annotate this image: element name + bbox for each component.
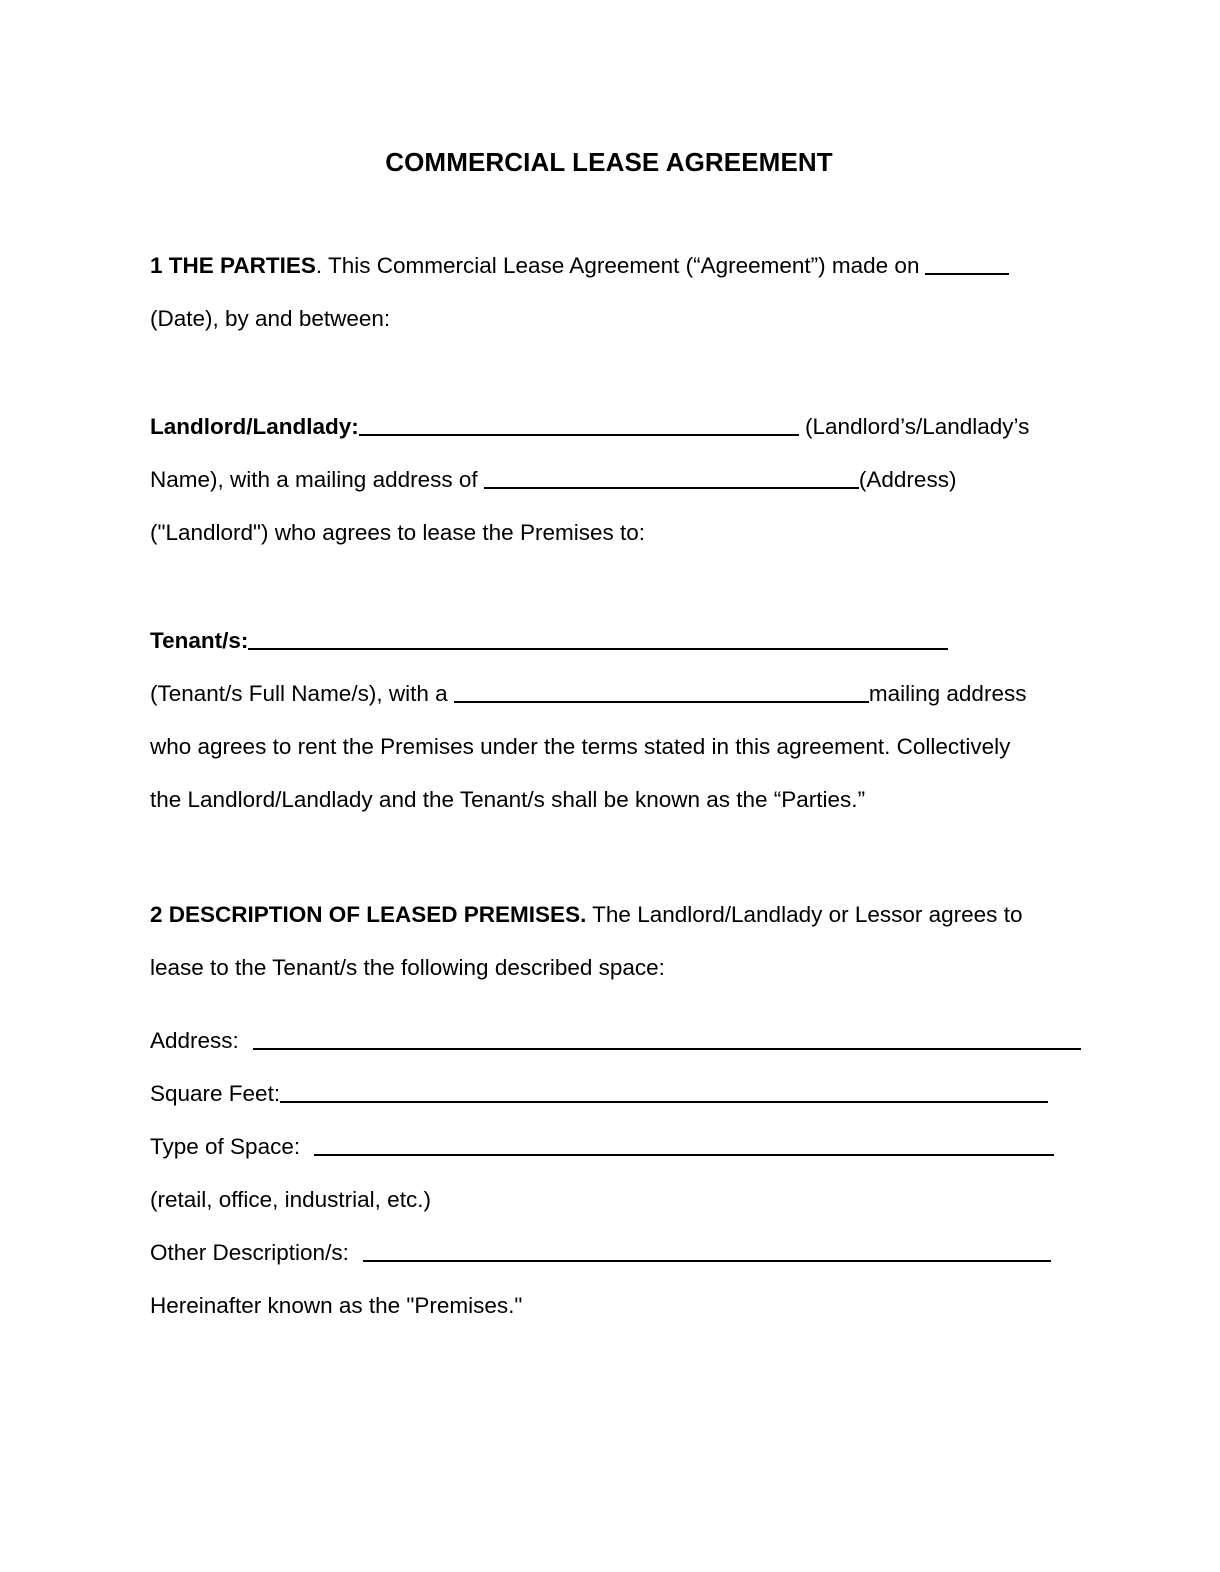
landlord-closing-line	[150, 506, 1068, 559]
address-field-label: Address:	[150, 1027, 246, 1053]
parties-definition-text: the Landlord/Landlady and the Tenant/s shall be known as the “Parties.”	[150, 786, 866, 812]
landlord-label: Landlord/Landlady:	[150, 413, 359, 439]
field-row-square-feet	[150, 1067, 1068, 1120]
spacer-before-landlord	[150, 345, 1068, 400]
type-of-space-field-label: Type of Space:	[150, 1133, 307, 1159]
section-2-heading: 2 DESCRIPTION OF LEASED PREMISES.	[150, 901, 587, 927]
spacer-before-tenant	[150, 559, 1068, 614]
section-2-intro-text: The Landlord/Landlady or Lessor agrees to	[586, 901, 1023, 927]
type-of-space-hint	[150, 1173, 1068, 1226]
landlord-address-note: (Address)	[858, 466, 957, 492]
spacer-before-fields	[150, 994, 1068, 1014]
section-2-intro-text-2: lease to the Tenant/s the following described space:	[150, 954, 665, 980]
tenant-address-line	[150, 667, 1068, 720]
landlord-line	[150, 400, 1068, 453]
tenant-name-blank-field[interactable]	[248, 630, 948, 650]
other-description-input-field[interactable]	[363, 1242, 1051, 1262]
premises-closing-line	[150, 1279, 1068, 1332]
type-of-space-hint-text: (retail, office, industrial, etc.)	[150, 1186, 431, 1212]
parties-definition-line	[150, 773, 1068, 826]
field-row-address	[150, 1014, 1068, 1067]
date-line-label: (Date), by and between:	[150, 305, 391, 331]
tenant-name-note: (Tenant/s Full Name/s), with a	[150, 680, 448, 706]
page-title: COMMERCIAL LEASE AGREEMENT	[385, 147, 833, 177]
address-input-field[interactable]	[253, 1030, 1081, 1050]
tenant-terms-line	[150, 720, 1068, 773]
tenant-label: Tenant/s:	[150, 627, 249, 653]
spacer-before-section-2	[150, 826, 1068, 888]
field-row-other-description	[150, 1226, 1068, 1279]
type-of-space-input-field[interactable]	[314, 1136, 1054, 1156]
landlord-name-note: (Landlord’s/Landlady’s	[805, 413, 1030, 439]
document-content	[150, 0, 1068, 1332]
description-intro-paragraph	[150, 888, 1068, 941]
section-1-heading: 1 THE PARTIES	[150, 252, 316, 278]
premises-closing-text: Hereinafter known as the "Premises."	[150, 1292, 523, 1318]
section-1-intro-text: . This Commercial Lease Agreement (“Agreement”) made on	[315, 252, 920, 278]
landlord-address-blank-field[interactable]	[484, 469, 859, 489]
tenant-address-blank-field[interactable]	[454, 683, 869, 703]
landlord-address-line	[150, 453, 1068, 506]
date-blank-field[interactable]	[925, 255, 1009, 275]
parties-intro-paragraph	[150, 239, 1068, 292]
square-feet-input-field[interactable]	[280, 1083, 1048, 1103]
description-intro-line-2	[150, 941, 1068, 994]
landlord-closing-text: ("Landlord") who agrees to lease the Premises to:	[150, 519, 645, 545]
parties-date-line	[150, 292, 1068, 345]
landlord-address-prefix: Name), with a mailing address of	[150, 466, 478, 492]
spacer-after-title	[150, 177, 1068, 239]
tenant-terms-text: who agrees to rent the Premises under the terms stated in this agreement. Collectively	[150, 733, 1011, 759]
other-description-field-label: Other Description/s:	[150, 1239, 356, 1265]
landlord-name-blank-field[interactable]	[359, 416, 799, 436]
tenant-line	[150, 614, 1068, 667]
field-row-type-of-space	[150, 1120, 1068, 1173]
square-feet-field-label: Square Feet:	[150, 1080, 281, 1106]
tenant-address-note: mailing address	[868, 680, 1027, 706]
